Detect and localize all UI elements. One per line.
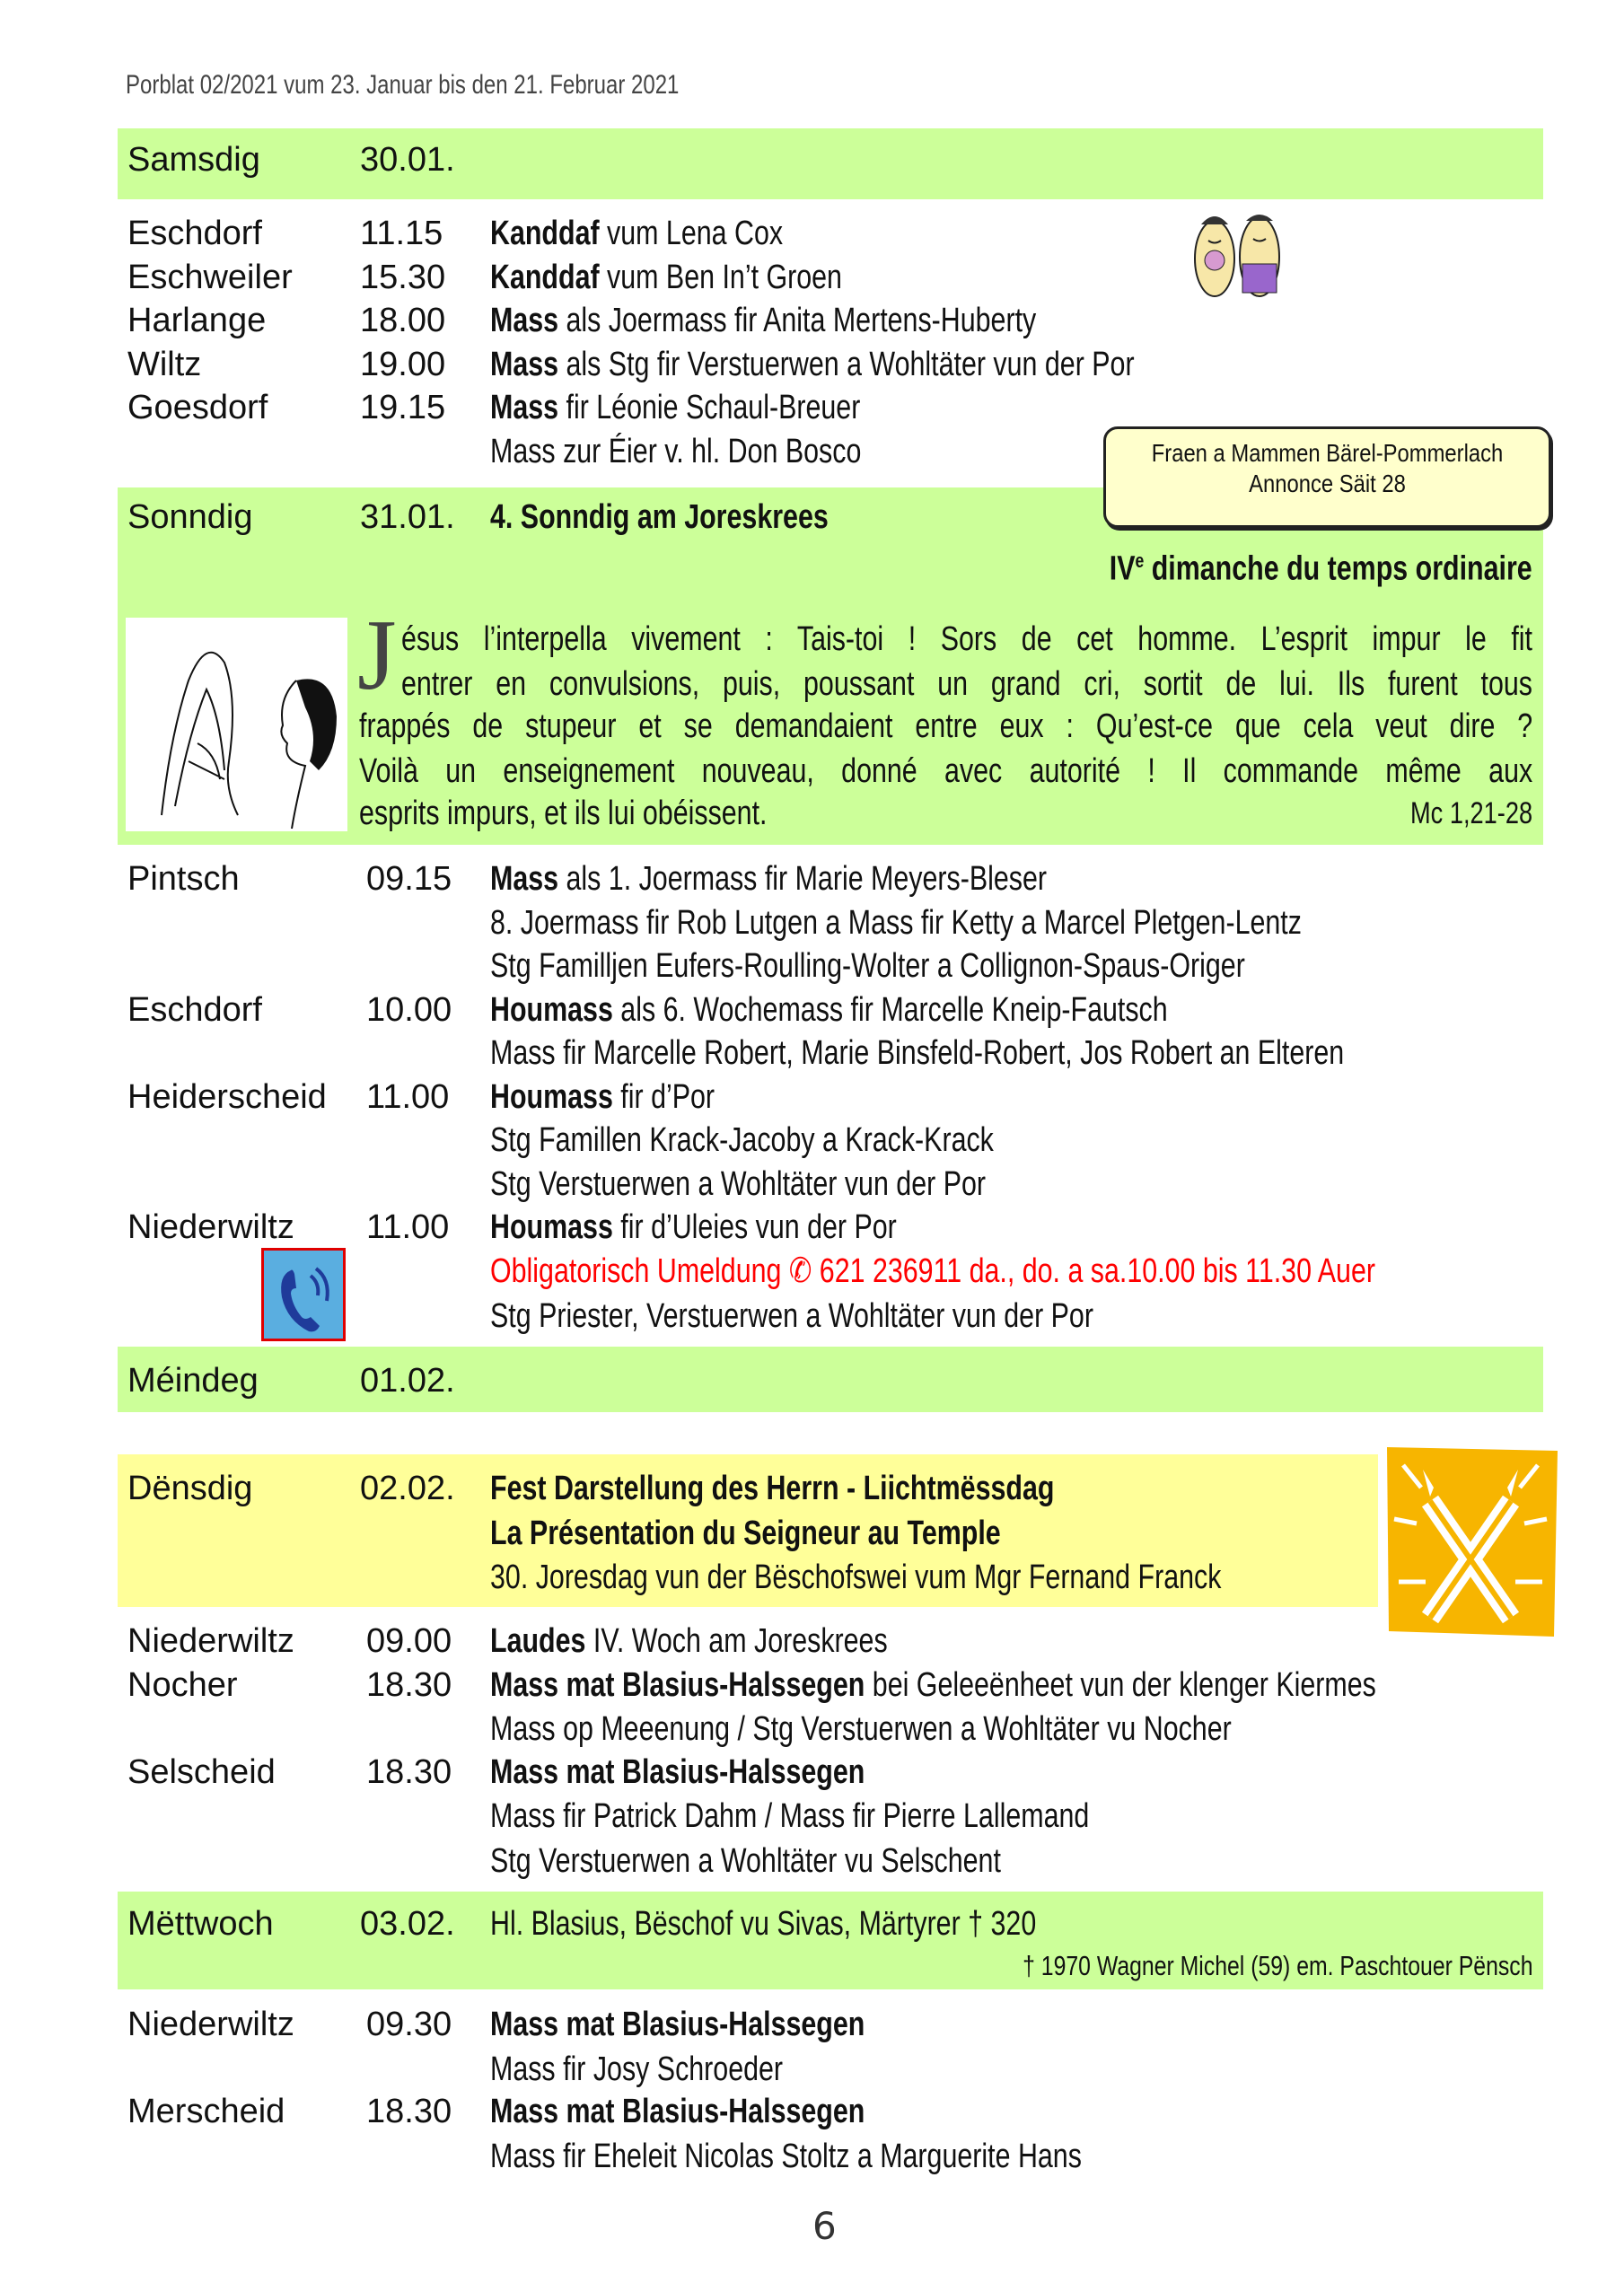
day-date: 02.02.	[360, 1470, 455, 1507]
day-band-monday	[118, 1347, 1543, 1412]
service-type: Mass	[490, 346, 559, 383]
description-text	[490, 1207, 897, 1247]
mass-description	[490, 1120, 1119, 1160]
place-name: Niederwiltz	[127, 1622, 294, 1660]
mass-time: 18.30	[366, 1753, 452, 1791]
subtitle-prefix: IV	[1110, 549, 1136, 588]
place-name: Merscheid	[127, 2093, 285, 2130]
mass-time: 18.00	[360, 302, 446, 339]
candles-illustration	[1385, 1447, 1558, 1637]
description-text	[490, 258, 842, 297]
service-detail: Mass fir Eheleit Nicolas Stoltz a Marguerite Hans	[490, 2138, 1082, 2175]
service-type: Mass	[490, 860, 559, 898]
subtitle-superscript: e	[1135, 549, 1145, 572]
description-text	[490, 345, 1135, 384]
service-detail: als Stg fir Verstuerwen a Wohltäter vun der Por	[558, 346, 1135, 383]
quote-reference: Mc 1,21-28	[1409, 796, 1532, 830]
description-text	[490, 946, 1245, 986]
service-type: Mass mat Blasius-Halssegen	[490, 2093, 865, 2130]
service-type: Houmass	[490, 991, 613, 1029]
service-detail: 8. Joermass fir Rob Lutgen a Mass fir Ketty a Marcel Pletgen-Lentz	[490, 904, 1302, 942]
mass-description	[490, 1033, 1558, 1073]
service-detail: bei Geleeënheet vun der klenger Kiermes	[865, 1666, 1376, 1704]
place-name: Heiderscheid	[127, 1078, 327, 1116]
announcement-box	[1103, 426, 1551, 528]
service-detail: Mass fir Marcelle Robert, Marie Binsfeld-Robert, Jos Robert an Elteren	[490, 1034, 1345, 1072]
day-date: 31.01.	[360, 498, 455, 536]
service-type: Mass mat Blasius-Halssegen	[490, 2006, 865, 2043]
mass-description	[490, 301, 1172, 340]
service-detail: Mass op Meeenung / Stg Verstuerwen a Wohltäter vu Nocher	[490, 1710, 1232, 1748]
mass-description	[490, 345, 1295, 384]
service-detail: vum Ben In’t Groen	[599, 259, 842, 296]
mass-description	[490, 1207, 998, 1247]
mass-time: 18.30	[366, 1666, 452, 1704]
description-text	[490, 2050, 783, 2089]
service-detail: IV. Woch am Joreskrees	[585, 1622, 888, 1660]
description-text	[490, 1120, 994, 1160]
mass-description	[490, 1296, 1244, 1336]
place-name: Niederwiltz	[127, 1208, 294, 1246]
mass-description	[490, 1164, 1110, 1204]
service-type: Kanddaf	[490, 259, 600, 296]
mass-description	[490, 1841, 1128, 1881]
mass-time: 10.00	[366, 991, 452, 1029]
description-text	[490, 2137, 1082, 2176]
service-detail: Stg Verstuerwen a Wohltäter vun der Por	[490, 1165, 986, 1203]
jesus-figure-drawing	[126, 618, 347, 831]
service-detail: vum Lena Cox	[599, 215, 784, 252]
quote-line: Voilà un enseignement nouveau, donné avec autorité ! Il commande même aux	[359, 752, 1533, 790]
service-type: Mass	[490, 302, 559, 339]
place-name: Wiltz	[127, 346, 202, 383]
mass-description	[490, 2050, 856, 2089]
mass-time: 15.30	[360, 259, 446, 296]
mass-time: 09.15	[366, 860, 452, 898]
mass-time: 19.15	[360, 389, 446, 426]
service-type: Laudes	[490, 1622, 586, 1660]
mass-description	[490, 2005, 959, 2044]
mass-description	[490, 388, 952, 427]
mass-description	[490, 1621, 987, 1661]
service-detail: fir Léonie Schaul-Breuer	[558, 389, 861, 426]
description-text	[490, 1841, 1001, 1881]
phone-icon	[261, 1248, 346, 1341]
service-type: Houmass	[490, 1208, 613, 1246]
description-text	[490, 388, 860, 427]
service-detail: Stg Verstuerwen a Wohltäter vu Selschent	[490, 1842, 1001, 1880]
description-text	[490, 214, 783, 253]
mass-description	[490, 1251, 1596, 1291]
drop-cap: J	[357, 600, 397, 711]
day-name: Mëttwoch	[127, 1905, 274, 1943]
day-date: 30.01.	[360, 141, 455, 179]
place-name: Eschdorf	[127, 215, 262, 252]
mass-time: 09.00	[366, 1622, 452, 1660]
page-number: 6	[812, 2204, 837, 2248]
description-text	[490, 1296, 1093, 1336]
day-date: 01.02.	[360, 1362, 455, 1400]
service-detail: Mass zur Éier v. hl. Don Bosco	[490, 433, 862, 470]
mass-description	[490, 2137, 1230, 2176]
place-name: Goesdorf	[127, 389, 268, 426]
description-text	[490, 859, 1047, 899]
mass-description	[490, 258, 930, 297]
service-type: Mass mat Blasius-Halssegen	[490, 1666, 865, 1704]
service-detail: Stg Familljen Eufers-Roulling-Wolter a Collignon-Spaus-Origer	[490, 947, 1245, 985]
mass-description	[490, 1709, 1417, 1749]
service-detail: Stg Priester, Verstuerwen a Wohltäter vun der Por	[490, 1297, 1093, 1335]
mass-time: 11.15	[360, 215, 443, 252]
description-text	[490, 903, 1302, 943]
description-text	[490, 2005, 865, 2044]
day-name: Dënsdig	[127, 1470, 253, 1507]
mass-time: 11.00	[366, 1208, 450, 1246]
subtitle-text: dimanche du temps ordinaire	[1144, 549, 1532, 588]
service-detail: fir d’Por	[612, 1078, 715, 1116]
description-text	[490, 1251, 1375, 1291]
quote-line: entrer en convulsions, puis, poussant un grand cri, sortit de lui. Ils furent tous	[401, 665, 1532, 703]
day-name: Méindeg	[127, 1362, 259, 1400]
mass-description	[490, 1796, 1239, 1836]
day-name: Sonndig	[127, 498, 253, 536]
quote-line: ésus l’interpella vivement : Tais-toi ! Sors de cet homme. L’esprit impur le fit	[401, 620, 1532, 658]
mass-description	[490, 2092, 959, 2131]
mass-description	[490, 1752, 959, 1792]
description-text	[490, 301, 1036, 340]
service-detail: Obligatorisch Umeldung ✆ 621 236911 da., do. a sa.10.00 bis 11.30 Auer	[490, 1252, 1375, 1290]
feast-title-fr: La Présentation du Seigneur au Temple	[490, 1515, 1001, 1552]
service-detail: als 1. Joermass fir Marie Meyers-Bleser	[558, 860, 1047, 898]
announcement-line: Annonce Säit 28	[1249, 470, 1406, 497]
service-detail: fir d’Uleies vun der Por	[612, 1208, 897, 1246]
mass-time: 18.30	[366, 2093, 452, 2130]
mass-description	[490, 432, 954, 471]
mass-description	[490, 214, 856, 253]
mass-description	[490, 903, 1505, 943]
feast-title: Fest Darstellung des Herrn - Liichtmëssdag	[490, 1470, 1055, 1507]
mass-description	[490, 1665, 1598, 1705]
service-detail: Stg Famillen Krack-Jacoby a Krack-Krack	[490, 1121, 994, 1159]
announcement-line: Fraen a Mammen Bärel-Pommerlach	[1151, 439, 1504, 467]
feast-title: Hl. Blasius, Bëschof vu Sivas, Märtyrer † 320	[490, 1905, 1037, 1943]
gospel-illustration	[126, 618, 347, 831]
description-text	[490, 432, 861, 471]
day-band-saturday	[118, 128, 1543, 199]
feast-subtitle-fr	[1004, 541, 1532, 589]
description-text	[490, 1752, 865, 1792]
page-header: Porblat 02/2021 vum 23. Januar bis den 21. Februar 2021	[126, 70, 680, 100]
service-detail: als 6. Wochemass fir Marcelle Kneip-Fautsch	[612, 991, 1168, 1029]
quote-line: frappés de stupeur et se demandaient entre eux : Qu’est-ce que cela veut dire ?	[359, 707, 1533, 745]
mass-time: 11.00	[366, 1078, 450, 1116]
description-text	[490, 990, 1168, 1030]
place-name: Harlange	[127, 302, 267, 339]
mass-time: 19.00	[360, 346, 446, 383]
place-name: Selscheid	[127, 1753, 276, 1791]
place-name: Niederwiltz	[127, 2006, 294, 2043]
day-date: 03.02.	[360, 1905, 455, 1943]
service-detail: Mass fir Josy Schroeder	[490, 2050, 784, 2088]
memorial-note: † 1970 Wagner Michel (59) em. Paschtouer Pënsch	[1022, 1950, 1532, 1981]
service-type: Houmass	[490, 1078, 613, 1116]
description-text	[490, 1621, 888, 1661]
description-text	[490, 1164, 986, 1204]
feast-note: 30. Joresdag vun der Bëschofswei vum Mgr Fernand Franck	[490, 1558, 1222, 1596]
place-name: Nocher	[127, 1666, 238, 1704]
couple-illustration	[1183, 205, 1293, 303]
description-text	[490, 1033, 1344, 1073]
quote-line: esprits impurs, et ils lui obéissent.	[359, 795, 768, 832]
service-detail: Mass fir Patrick Dahm / Mass fir Pierre Lallemand	[490, 1797, 1090, 1835]
description-text	[490, 1077, 715, 1117]
description-text	[490, 1796, 1089, 1836]
day-name: Samsdig	[127, 141, 260, 179]
description-text	[490, 1665, 1376, 1705]
service-detail: als Joermass fir Anita Mertens-Huberty	[558, 302, 1037, 339]
place-name: Eschdorf	[127, 991, 262, 1029]
service-type: Mass	[490, 389, 559, 426]
place-name: Eschweiler	[127, 259, 293, 296]
mass-description	[490, 990, 1337, 1030]
mass-description	[490, 1077, 771, 1117]
service-type: Mass mat Blasius-Halssegen	[490, 1753, 865, 1791]
mass-time: 09.30	[366, 2006, 452, 2043]
mass-description	[490, 859, 1186, 899]
description-text	[490, 1709, 1232, 1749]
service-type: Kanddaf	[490, 215, 600, 252]
mass-description	[490, 946, 1434, 986]
place-name: Pintsch	[127, 860, 240, 898]
feast-title: 4. Sonndig am Joreskrees	[490, 498, 829, 536]
description-text	[490, 2092, 865, 2131]
